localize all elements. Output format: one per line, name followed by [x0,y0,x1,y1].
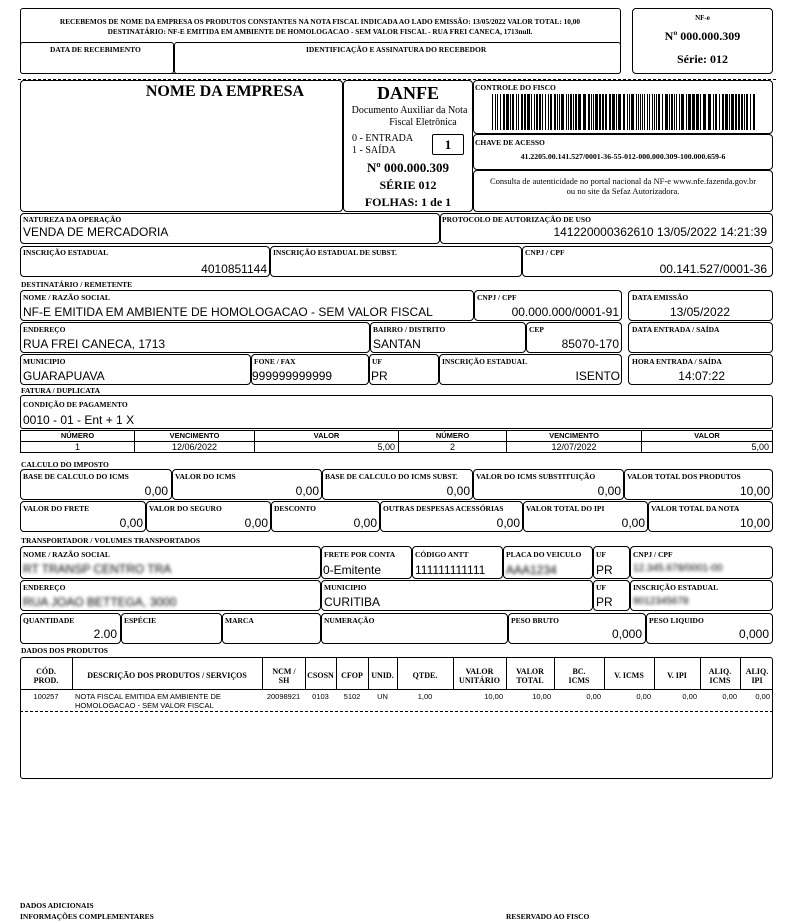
product-qtde: 1,00 [417,692,433,701]
st-value-label: VALOR DO ICMS SUBSTITUIÇÃO [476,472,596,481]
access-key: 41.2205.00.141.527/0001-36-55-012-000.000.309-100.000.659-6 [520,152,726,161]
installment-number: 1 [21,442,135,453]
recipient-address-label: ENDEREÇO [23,325,66,334]
carrier-address: RUA JOAO BETTEGA, 3000 [23,595,177,609]
carrier-uf: PR [596,563,613,577]
freight-mode-label: FRETE POR CONTA [324,550,396,559]
entry-time: 14:07:22 [678,369,725,383]
recipient-name: NF-E EMITIDA EM AMBIENTE DE HOMOLOGACAO - SEM VALOR FISCAL [23,305,433,319]
recipient-cep: 85070-170 [561,337,619,351]
emission-date-label: DATA EMISSÃO [632,293,689,302]
receipt-date-label: DATA DE RECEBIMENTO [50,45,141,54]
quantity-label: QUANTIDADE [23,616,75,625]
col-header-vtotal: VALOR TOTAL [516,667,544,685]
col-header-vunit: VALOR UNITÁRIO [459,667,500,685]
product-aicms: 0,00 [722,692,737,701]
ipi: 0,00 [621,516,645,530]
discount-label: DESCONTO [274,504,316,513]
emission-date: 13/05/2022 [669,305,730,319]
product-vipi: 0,00 [682,692,697,701]
col-header-cod: CÓD. PROD. [33,667,59,685]
plate: AAA1234 [506,563,557,577]
recipient-city: GUARAPUAVA [23,369,105,383]
base-icms: 0,00 [144,484,168,498]
danfe-type-box: 1 [432,134,464,155]
product-bc: 0,00 [586,692,601,701]
payment-condition: 0010 - 01 - Ent + 1 X [23,413,135,427]
numbering-label: NUMERAÇÃO [324,616,375,625]
nfe-number: Nº 000.000.309 [664,29,741,43]
entry-date-label: DATA ENTRADA / SAÍDA [632,325,720,334]
product-unid: UN [377,692,388,701]
other-expenses: 0,00 [496,516,520,530]
reserved-fisco-title: RESERVADO AO FISCO [506,912,590,921]
receipt-signature-label: IDENTIFICAÇÃO E ASSINATURA DO RECEBEDOR [306,45,487,54]
carrier-city-label: MUNICIPIO [324,583,367,592]
col-header-desc: DESCRIÇÃO DOS PRODUTOS / SERVIÇOS [87,671,247,680]
col-header-bc: BC. ICMS [568,667,590,685]
ie-value: 4010851144 [201,262,267,276]
base-st: 0,00 [446,484,470,498]
col-header-aipi: ALIQ. IPI [745,667,769,685]
nfe-serie: Série: 012 [677,52,728,66]
danfe-subtitle-1: Documento Auxiliar da Nota [351,105,468,116]
barcode [492,94,757,130]
base-st-label: BASE DE CALCULO DO ICMS SUBST. [325,472,458,481]
product-vunit: 10,00 [484,692,503,701]
carrier-section-title: TRANSPORTADOR / VOLUMES TRANSPORTADOS [21,536,201,545]
carrier-uf2-label: UF [596,583,606,592]
protocol-value: 141220000362610 13/05/2022 14:21:39 [553,225,767,239]
receipt-text-2: DESTINATÁRIO: NF-E EMITIDA EM AMBIENTE DE HOMOLOGACAO - SEM VALOR FISCAL - RUA FREI CANECA, 1713null. [107,27,533,36]
consulta-text-2: ou no site da Sefaz Autorizadora. [566,186,680,196]
col-divider [700,657,701,689]
tax-section-title: CALCULO DO IMPOSTO [21,460,109,469]
invoice-section-title: FATURA / DUPLICATA [21,386,101,395]
icms-value: 0,00 [295,484,319,498]
recipient-uf-label: UF [372,357,382,366]
additional-data-title: DADOS ADICIONAIS [20,901,94,910]
recipient-ie-label: INSCRIÇÃO ESTADUAL [442,357,528,366]
carrier-address-label: ENDEREÇO [23,583,66,592]
freight: 0,00 [119,516,143,530]
freight-mode: 0-Emitente [323,563,382,577]
danfe-serie: SÉRIE 012 [379,178,437,192]
freight-label: VALOR DO FRETE [23,504,90,513]
carrier-cnpj: 12.345.678/0001-00 [633,563,723,574]
recipient-phone-label: FONE / FAX [254,357,296,366]
carrier-city: CURITIBA [324,595,381,609]
payment-condition-label: CONDIÇÃO DE PAGAMENTO [23,400,128,409]
recipient-city-label: MUNICIPIO [23,357,66,366]
brand-label: MARCA [225,616,254,625]
product-aipi: 0,00 [755,692,770,701]
nature-label: NATUREZA DA OPERAÇÃO [23,215,122,224]
insurance-label: VALOR DO SEGURO [149,504,222,513]
product-csosn: 0103 [312,692,329,701]
plate-label: PLACA DO VEICULO [506,550,582,559]
base-icms-label: BASE DE CALCULO DO ICMS [23,472,129,481]
quantity: 2.00 [93,627,117,641]
antt: 111111111111 [415,563,486,577]
nfe-label: NF-e [695,14,710,22]
col-header-ncm: NCM / SH [272,667,296,685]
col-header-unid: UNID. [371,671,394,680]
nature-value: VENDA DE MERCADORIA [23,225,169,239]
recipient-name-label: NOME / RAZÃO SOCIAL [23,293,110,302]
installment-number-2: 2 [399,442,507,453]
carrier-ie: 9012345678 [633,596,689,607]
entry-time-label: HORA ENTRADA / SAÍDA [632,357,722,366]
installment-number-header-2: NÚMERO [399,431,507,442]
carrier-uf-label: UF [596,550,606,559]
product-ncm: 20098921 [266,692,301,701]
recipient-cep-label: CEP [529,325,544,334]
recipient-uf: PR [371,369,388,383]
danfe-number: Nº 000.000.309 [367,160,449,175]
other-expenses-label: OUTRAS DESPESAS ACESSÓRIAS [383,504,504,513]
installment-due-2: 12/07/2022 [507,442,642,453]
product-vicms: 0,00 [636,692,651,701]
antt-label: CÓDIGO ANTT [415,550,469,559]
danfe-entrada: 0 - ENTRADA [352,133,414,144]
danfe-saida: 1 - SAÍDA [352,145,396,156]
net-weight-label: PESO LIQUIDO [649,616,704,625]
danfe-folhas: FOLHAS: 1 de 1 [364,195,452,209]
cnpj-label: CNPJ / CPF [525,248,565,257]
total-note-label: VALOR TOTAL DA NOTA [651,504,740,513]
issuer-name: NOME DA EMPRESA [145,83,305,100]
installments-header [21,431,773,442]
col-header-csosn: CSOSN [307,671,334,680]
col-header-vicms: V. ICMS [614,671,644,680]
icms-value-label: VALOR DO ICMS [175,472,236,481]
carrier-cnpj-label: CNPJ / CPF [633,550,673,559]
consulta-text-1: Consulta de autenticidade no portal nacional da NF-e www.nfe.fazenda.gov.br [489,176,757,186]
ipi-label: VALOR TOTAL DO IPI [526,504,605,513]
gross-weight-label: PESO BRUTO [511,616,559,625]
product-desc-2: HOMOLOGACAO - SEM VALOR FISCAL [75,701,214,710]
product-cod: 100257 [33,692,59,701]
recipient-ie: ISENTO [575,369,620,383]
insurance: 0,00 [244,516,268,530]
product-desc-1: NOTA FISCAL EMITIDA EM AMBIENTE DE [75,692,221,701]
danfe-subtitle-2: Fiscal Eletrônica [389,117,457,128]
installment-value-header: VALOR [255,431,399,442]
recipient-district: SANTAN [373,337,421,351]
gross-weight: 0,000 [611,627,642,641]
col-divider [262,657,263,689]
st-value: 0,00 [597,484,621,498]
danfe-title: DANFE [377,83,439,103]
col-divider [554,657,555,689]
total-products: 10,00 [739,484,770,498]
product-cfop: 5102 [343,692,361,701]
recipient-phone: 999999999999 [252,369,333,383]
cnpj-value: 00.141.527/0001-36 [659,262,767,276]
access-key-label: CHAVE DE ACESSO [475,138,545,147]
installment-value-header-2: VALOR [642,431,773,442]
species-label: ESPÉCIE [124,616,157,625]
protocol-label: PROTOCOLO DE AUTORIZAÇÃO DE USO [442,215,591,224]
carrier-uf2: PR [596,595,613,609]
carrier-name-label: NOME / RAZÃO SOCIAL [23,550,110,559]
receipt-text-1: RECEBEMOS DE NOME DA EMPRESA OS PRODUTOS CONSTANTES NA NOTA FISCAL INDICADA AO LADO EMISSÃO: 13/05/2022 VALOR TOTAL: 10,00 [59,17,581,26]
products-section-title: DADOS DOS PRODUTOS [21,646,108,655]
carrier-name: RT TRANSP CENTRO TRA [23,562,172,576]
installment-value-2: 5,00 [642,442,773,453]
product-row-separator [20,711,773,712]
total-products-label: VALOR TOTAL DOS PRODUTOS [627,472,741,481]
col-header-aicms: ALIQ. ICMS [708,667,732,685]
net-weight: 0,000 [738,627,769,641]
col-divider [740,657,741,689]
installments-row [21,442,773,453]
total-note: 10,00 [739,516,770,530]
installments-table [20,430,773,453]
iest-label: INSCRIÇÃO ESTADUAL DE SUBST. [273,248,397,257]
recipient-cnpj-label: CNPJ / CPF [477,293,517,302]
fiscal-control-label: CONTROLE DO FISCO [475,83,556,92]
carrier-ie-label: INSCRIÇÃO ESTADUAL [633,583,719,592]
col-header-qtde: QTDE. [412,671,438,680]
recipient-cnpj: 00.000.000/0001-91 [511,305,619,319]
installment-due: 12/06/2022 [135,442,255,453]
col-header-vipi: V. IPI [667,671,687,680]
products-header-divider [20,689,773,690]
discount: 0,00 [353,516,377,530]
installment-value: 5,00 [255,442,399,453]
complementary-info-title: INFORMAÇÕES COMPLEMENTARES [20,912,154,921]
installment-number-header: NÚMERO [21,431,135,442]
recipient-district-label: BAIRRO / DISTRITO [373,325,446,334]
recipient-address: RUA FREI CANECA, 1713 [23,337,166,351]
product-vtotal: 10,00 [532,692,551,701]
installment-due-header-2: VENCIMENTO [507,431,642,442]
col-header-cfop: CFOP [341,671,363,680]
recipient-section-title: DESTINATÁRIO / REMETENTE [21,280,133,289]
installment-due-header: VENCIMENTO [135,431,255,442]
ie-label: INSCRIÇÃO ESTADUAL [23,248,109,257]
